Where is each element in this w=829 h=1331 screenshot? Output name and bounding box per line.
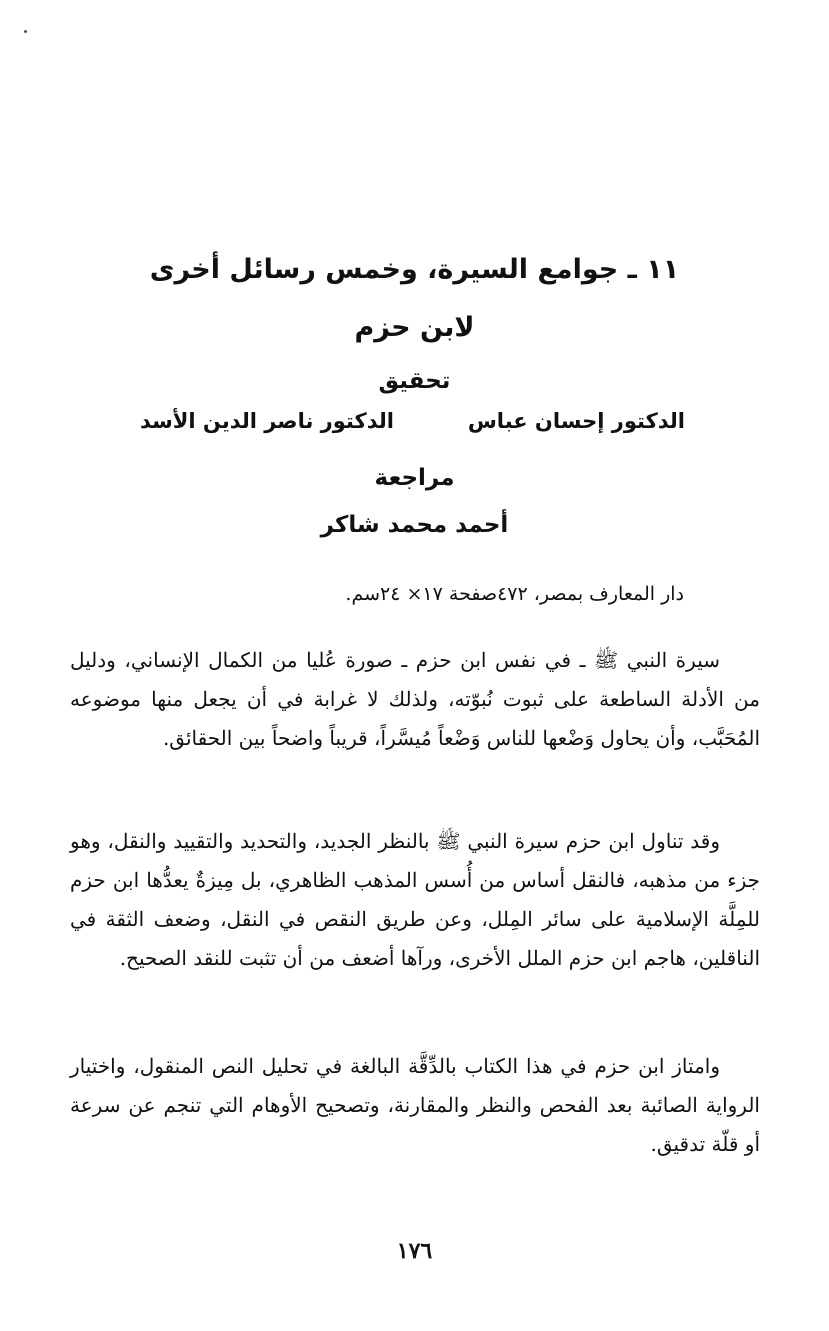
paragraph-3: وامتاز ابن حزم في هذا الكتاب بالدِّقَّة البالغة في تحليل النص المنقول، واختيار الرواية الصائبة بعد الفحص والنظر والمقارنة، وتصحيح الأوهام التي تنجم عن سرعة أو قلّة تدقيق. — [70, 1054, 760, 1156]
book-title: ١١ ـ جوامع السيرة، وخمس رسائل أخرى — [149, 254, 680, 285]
publication-info: دار المعارف بمصر، ٤٧٢صفحة ١٧× ٢٤سم. — [345, 583, 684, 605]
editors-row — [140, 404, 685, 440]
reviewer-name: أحمد محمد شاكر — [320, 512, 509, 538]
paragraph-1: سيرة النبي ﷺ ـ في نفس ابن حزم ـ صورة عُليا من الكمال الإنساني، ودليل من الأدلة الساطعة على ثبوت نُبوّته، ولذلك لا غرابة في أن يجعل منها موضوعه المُحَبَّب، وأن يحاول وَضْعها للناس وَضْعاً مُيسَّراً، قريباً واضحاً بين الحقائق. — [70, 648, 760, 750]
page-number: ١٧٦ — [396, 1238, 433, 1264]
review-label: مراجعة — [374, 465, 455, 491]
editor-2: الدكتور ناصر الدين الأسد — [140, 409, 394, 433]
paragraph-2: وقد تناول ابن حزم سيرة النبي ﷺ بالنظر الجديد، والتحديد والتقييد والنقل، وهو جزء من مذهبه، فالنقل أساس من أُسس المذهب الظاهري، بل مِيزةٌ يعدُّها ابن حزم للمِلَّة الإسلامية على سائر المِلل، وعن طريق النقص في النقل، وضعف الثقة في الناقلين، هاجم ابن حزم الملل الأخرى، ورآها أضعف من أن تثبت للنقد الصحيح. — [70, 829, 760, 970]
editor-1: الدكتور إحسان عباس — [467, 409, 685, 433]
book-author: لابن حزم — [354, 312, 475, 343]
edited-label: تحقيق — [378, 368, 451, 394]
scan-speck — [24, 30, 27, 33]
